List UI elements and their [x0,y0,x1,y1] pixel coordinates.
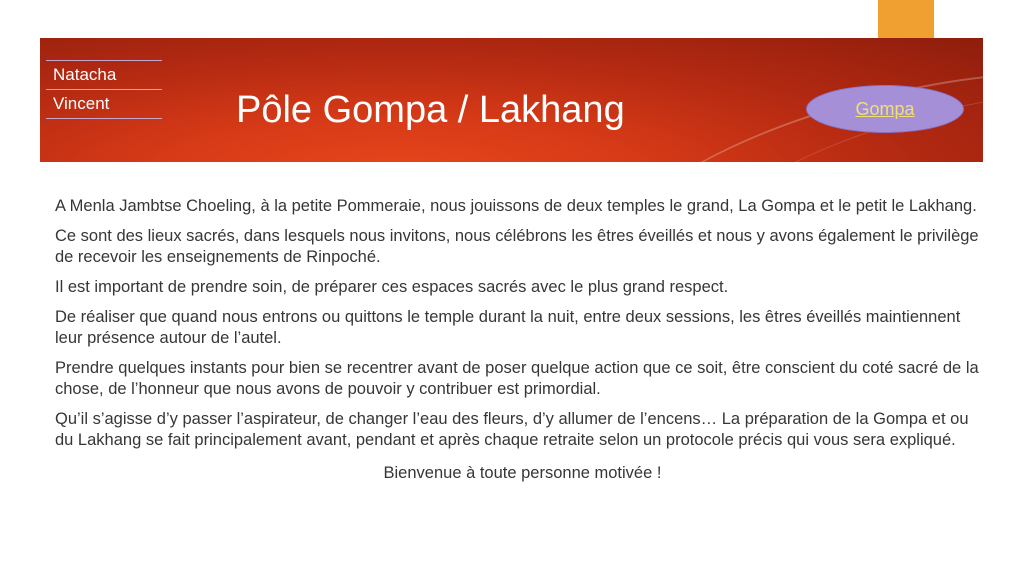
paragraph-1: A Menla Jambtse Choeling, à la petite Pommeraie, nous jouissons de deux temples le grand, La Gompa et le petit le Lakhang. [55,197,977,215]
page-title: Pôle Gompa / Lakhang [236,89,625,131]
paragraph-4: De réaliser que quand nous entrons ou quittons le temple durant la nuit, entre deux sessions, les êtres éveillés maintiennent leur présence autour de l’autel. [55,308,961,347]
paragraph-2: Ce sont des lieux sacrés, dans lesquels nous invitons, nous célébrons les êtres éveillés et nous y avons également le privilège de recevoir les enseignements de Rinpoché. [55,227,979,266]
name-natacha: Natacha [46,60,162,89]
name-vincent: Vincent [46,89,162,119]
names-list [46,60,162,119]
content-body [55,196,990,493]
paragraph-6: Qu’il s’agisse d’y passer l’aspirateur, de changer l’eau des fleurs, d’y allumer de l’encens… La préparation de la Gompa et ou du Lakhang se fait principalement avant, pendant et après chaque retraite selon un protocole précis qui vous sera expliqué. [55,410,969,449]
closing-line: Bienvenue à toute personne motivée ! [383,464,662,482]
paragraph-5: Prendre quelques instants pour bien se recentrer avant de poser quelque action que ce soit, être conscient du coté sacré de la chose, de l’honneur que nous avons de pouvoir y contribuer est primordial. [55,359,979,398]
paragraph-3: Il est important de prendre soin, de préparer ces espaces sacrés avec le plus grand respect. [55,278,729,296]
gompa-link-button[interactable]: Gompa [806,85,964,133]
